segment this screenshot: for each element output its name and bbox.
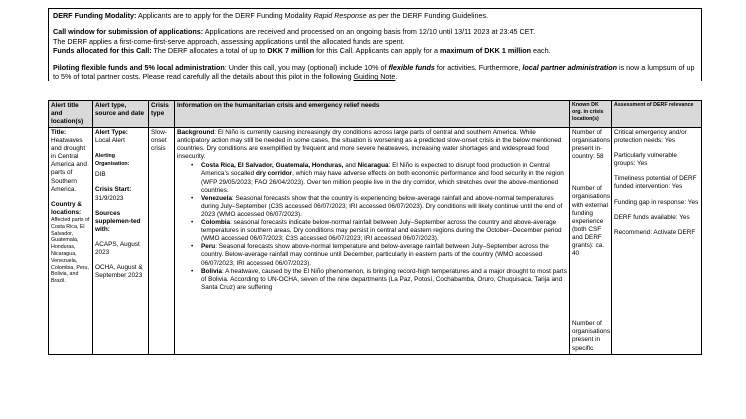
cell-crisis-type: Slow-onset crisis xyxy=(149,128,175,355)
pilot-label: Piloting flexible funds and 5% local administration xyxy=(53,62,225,72)
background-text: : El Niño is currently causing increasingly dry conditions across large parts of central and southern America. While anticipatory action may still be needed in some cases, the situation is worsening as a predicted slow-onset crisis in the below mentioned countries. Dry conditions are exemplified by frequent and more severe heatwaves, increasing water shortages and widespread food insecurity. xyxy=(177,129,562,161)
max-amount: maximum of DKK 1 million xyxy=(439,46,532,56)
alert-table xyxy=(48,100,702,355)
list-item xyxy=(201,162,567,194)
call-window-text: Applications are received and processed on an ongoing basis from 12/10 until 13/11 2023 at 23:45 CET. xyxy=(203,27,536,37)
header-assessment: Assessment of DERF relevance xyxy=(612,101,702,128)
funding-modality-text-end: as per the DERF Funding Guidelines. xyxy=(366,11,489,20)
first-come-paragraph xyxy=(49,37,701,46)
dry-corridor-term: dry corridor xyxy=(255,170,293,178)
first-come-text: The DERF applies a first-come-first-serve approach, assessing applications until the allocated funds are spent. xyxy=(53,36,405,46)
pilot-text-3: is now a lumpsum of up to 5% of total partner costs. Please read carefully all the details about this pilot in the following xyxy=(53,62,695,82)
cell-known-dk-org xyxy=(570,128,612,355)
cell-assessment xyxy=(612,128,702,355)
cell-alert-type xyxy=(93,128,149,355)
bolivia-text: : A heatwave, caused by the El Niño phenomenon, is bringing record-high temperatures and a major drought to most parts of Bolivia. According to UN-OCHA, seven of the nine departments (La Paz, Potosí, Cochabamba, Oruro, Chuquisaca, Tarija and Santa Cruz) are suffering xyxy=(201,267,567,291)
header-known-dk-org: Known DK org. in crisis location(s) xyxy=(570,101,612,128)
central-america-text-2: , which may have adverse effects on both economic performance and food security in the region (WFP 29/05/2023; FAO 26/04/2023). Over ten million people live in the dry corridor, which stretches over the above-mentioned countries. xyxy=(201,170,564,194)
local-partner-admin-term: local partner administration xyxy=(522,62,617,72)
source-ocha: OCHA, August & September 2023 xyxy=(95,264,143,280)
header-crisis-type: Crisis type xyxy=(149,101,175,128)
table-header-row xyxy=(49,101,702,128)
peru-text: : Seasonal forecasts show above-normal temperature and below-average rainfall between July–September across the country. Below-average rainfall may continue until December, particularly in eastern parts of the country (WMO accessed 06/07/2023; IRI accessed 06/07/2023). xyxy=(201,243,549,267)
list-item xyxy=(201,268,567,292)
funding-modality-text: Applicants are to apply for the DERF Funding Modality xyxy=(136,11,314,20)
rapid-response-term: Rapid Response xyxy=(313,11,367,20)
assessment-funding-gap: Funding gap in response: Yes xyxy=(614,198,699,206)
funds-allocated-label: Funds allocated for this Call: xyxy=(53,46,152,56)
orgs-funding-experience: Number of organisations with external funding experience (both CSF and DERF grants): ca. 40 xyxy=(572,185,611,258)
title-label: Title: xyxy=(51,129,67,136)
sources-label: Sources supplemen-ted with: xyxy=(95,209,141,233)
pilot-text-end: . xyxy=(395,72,398,82)
crisis-start-value: 31/9/2023 xyxy=(95,194,124,202)
venezuela-text: : Seasonal forecasts show that the country is experiencing below-average rainfall and above-normal temperatures during July–September (C3S accessed 06/07/2023; IRI accessed 06/07/2023). Dry conditions will likely continue until the end of 2023 (WMO accessed 06/07/2023). xyxy=(201,194,563,218)
alerting-org-value: DIB xyxy=(95,171,106,179)
orgs-present-count: Number of organisations present in-country: 58 xyxy=(572,129,611,161)
header-alert-title: Alert title and location(s) xyxy=(49,101,93,128)
guiding-note-link[interactable]: Guiding Note xyxy=(353,72,396,82)
funds-allocated-text: The DERF allocates a total of up to xyxy=(151,46,268,56)
list-item xyxy=(201,243,567,267)
nicaragua-label: Nicaragua xyxy=(357,162,389,170)
venezuela-label: Venezuela xyxy=(201,194,232,202)
orgs-specific-locations: Number of organisations present in specific xyxy=(572,320,611,352)
crisis-start-label: Crisis Start: xyxy=(95,186,132,194)
assessment-funds-available: DERF funds available: Yes xyxy=(614,213,690,221)
funding-modality-label: DERF Funding Modality: xyxy=(53,11,137,20)
funds-allocated-paragraph xyxy=(49,46,701,55)
country-value: Affected parts of Costa Rica, El Salvador, Guatemala, Honduras, Nicaragua, Venezuela, Colombia, Peru, Bolivia, and Brazil. xyxy=(51,216,90,285)
bolivia-label: Bolivia xyxy=(201,267,222,275)
central-america-label: Costa Rica, El Salvador, Guatemala, Honduras, xyxy=(201,162,344,170)
pilot-text-2: for activities. Furthermore, xyxy=(434,62,523,72)
alert-title-value: Heatwaves and drought in Central America and parts of Southern America. xyxy=(51,137,87,193)
header-alert-type: Alert type, source and date xyxy=(93,101,149,128)
background-label: Background xyxy=(177,129,215,136)
source-acaps: ACAPS, August 2023 xyxy=(95,240,140,257)
country-label: Country & locations: xyxy=(51,200,82,216)
alerting-org-label: Alerting Organisation: xyxy=(95,153,130,168)
central-america-text: : El Niño is expected to disrupt food production in Central America’s socalled xyxy=(201,162,550,178)
background-paragraph xyxy=(177,129,567,161)
assessment-vulnerable-groups: Particularly vulnerable groups: Yes xyxy=(614,152,677,168)
assessment-critical-needs: Critical emergency and/or protection needs: Yes xyxy=(614,129,687,145)
table-row xyxy=(49,128,702,355)
colombia-text: : seasonal forecasts indicate below-normal rainfall between July–September across the country and above-average temperatures in southern areas. Dry conditions may persist in central and eastern regions during the October–December period (WMO accessed 06/07/2023; C3S accessed 06/07/2023; IRI accessed 06/07/2023). xyxy=(201,219,562,243)
peru-label: Peru xyxy=(201,243,216,251)
funds-allocated-text-2: for this Call. Applicants can apply for a xyxy=(314,46,440,56)
list-item xyxy=(201,219,567,243)
assessment-timeliness: Timeliness potential of DERF funded intervention: Yes xyxy=(614,175,697,191)
cell-information xyxy=(175,128,570,355)
total-amount: DKK 7 million xyxy=(267,46,315,56)
call-window-paragraph xyxy=(49,25,701,36)
country-bullet-list xyxy=(177,162,567,292)
central-america-and: and xyxy=(343,162,358,170)
call-window-label: Call window for submission of applications: xyxy=(53,27,204,37)
list-item xyxy=(201,195,567,219)
cell-alert-title xyxy=(49,128,93,355)
alert-type-value: Local Alert xyxy=(95,137,125,145)
pilot-paragraph xyxy=(49,61,701,82)
alert-type-label: Alert Type: xyxy=(95,129,128,136)
funds-allocated-text-end: each. xyxy=(531,46,551,56)
call-info-box xyxy=(48,8,702,81)
header-information: Information on the humanitarian crisis and emergency relief needs xyxy=(175,101,570,128)
colombia-label: Colombia xyxy=(201,219,231,227)
funding-modality-paragraph xyxy=(49,9,701,20)
pilot-text: : Under this call, you may (optional) include 10% of xyxy=(224,62,389,72)
assessment-recommendation: Recommend: Activate DERF xyxy=(614,228,696,236)
flexible-funds-term: flexible funds xyxy=(388,62,435,72)
